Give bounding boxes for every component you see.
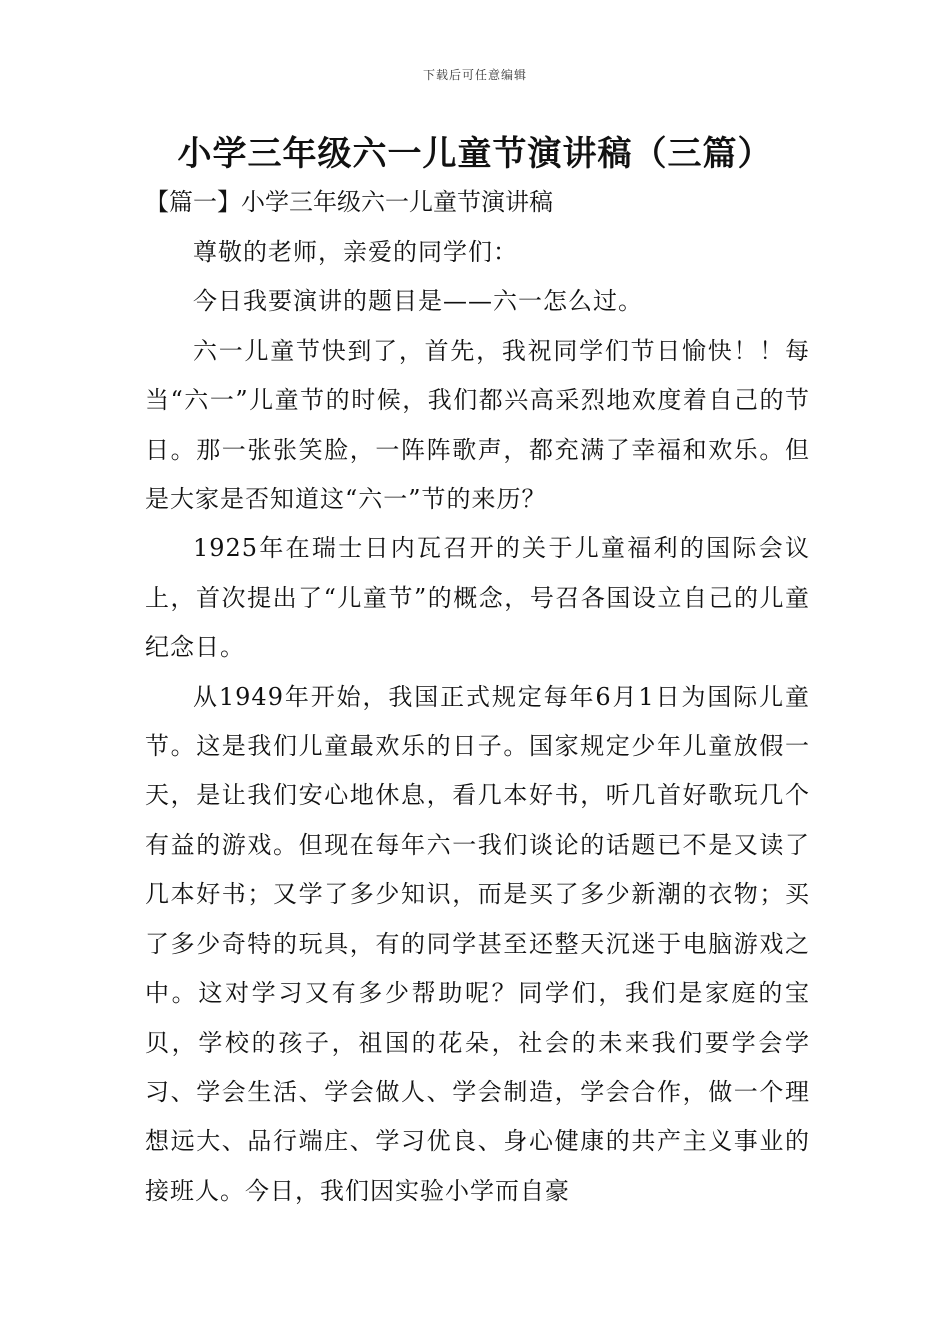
section-heading: 【篇一】小学三年级六一儿童节演讲稿	[145, 188, 553, 216]
page-header-note: 下载后可任意编辑	[422, 68, 527, 82]
document-body	[145, 228, 810, 1216]
paragraph-main: 从1949年开始，我国正式规定每年6月1日为国际儿童节。这是我们儿童最欢乐的日子。国家规定少年儿童放假一天，是让我们安心地休息，看几本好书，听几首好歌玩几个有益的游戏。但现在每年六一我们谈论的话题已不是又读了几本好书；又学了多少知识，而是买了多少新潮的衣物；买了多少奇特的玩具，有的同学甚至还整天沉迷于电脑游戏之中。这对学习又有多少帮助呢？同学们，我们是家庭的宝贝，学校的孩子，祖国的花朵，社会的未来我们要学会学习、学会生活、学会做人、学会制造，学会合作，做一个理想远大、品行端庄、学习优良、身心健康的共产主义事业的接班人。今日，我们因实验小学而自豪	[145, 682, 810, 1205]
paragraph-greeting: 六一儿童节快到了，首先，我祝同学们节日愉快！！每当“六一”儿童节的时候，我们都兴高采烈地欢度着自己的节日。那一张张笑脸，一阵阵歌声，都充满了幸福和欢乐。但是大家是否知道这“六一”节的来历？	[145, 336, 810, 514]
paragraph-topic: 今日我要演讲的题目是——六一怎么过。	[193, 287, 643, 316]
paragraph-history: 1925年在瑞士日内瓦召开的关于儿童福利的国际会议上，首次提出了“儿童节”的概念，号召各国设立自己的儿童纪念日。	[145, 534, 810, 662]
paragraph-salutation: 尊敬的老师，亲爱的同学们：	[193, 238, 518, 266]
document-title: 小学三年级六一儿童节演讲稿（三篇）	[177, 134, 773, 174]
